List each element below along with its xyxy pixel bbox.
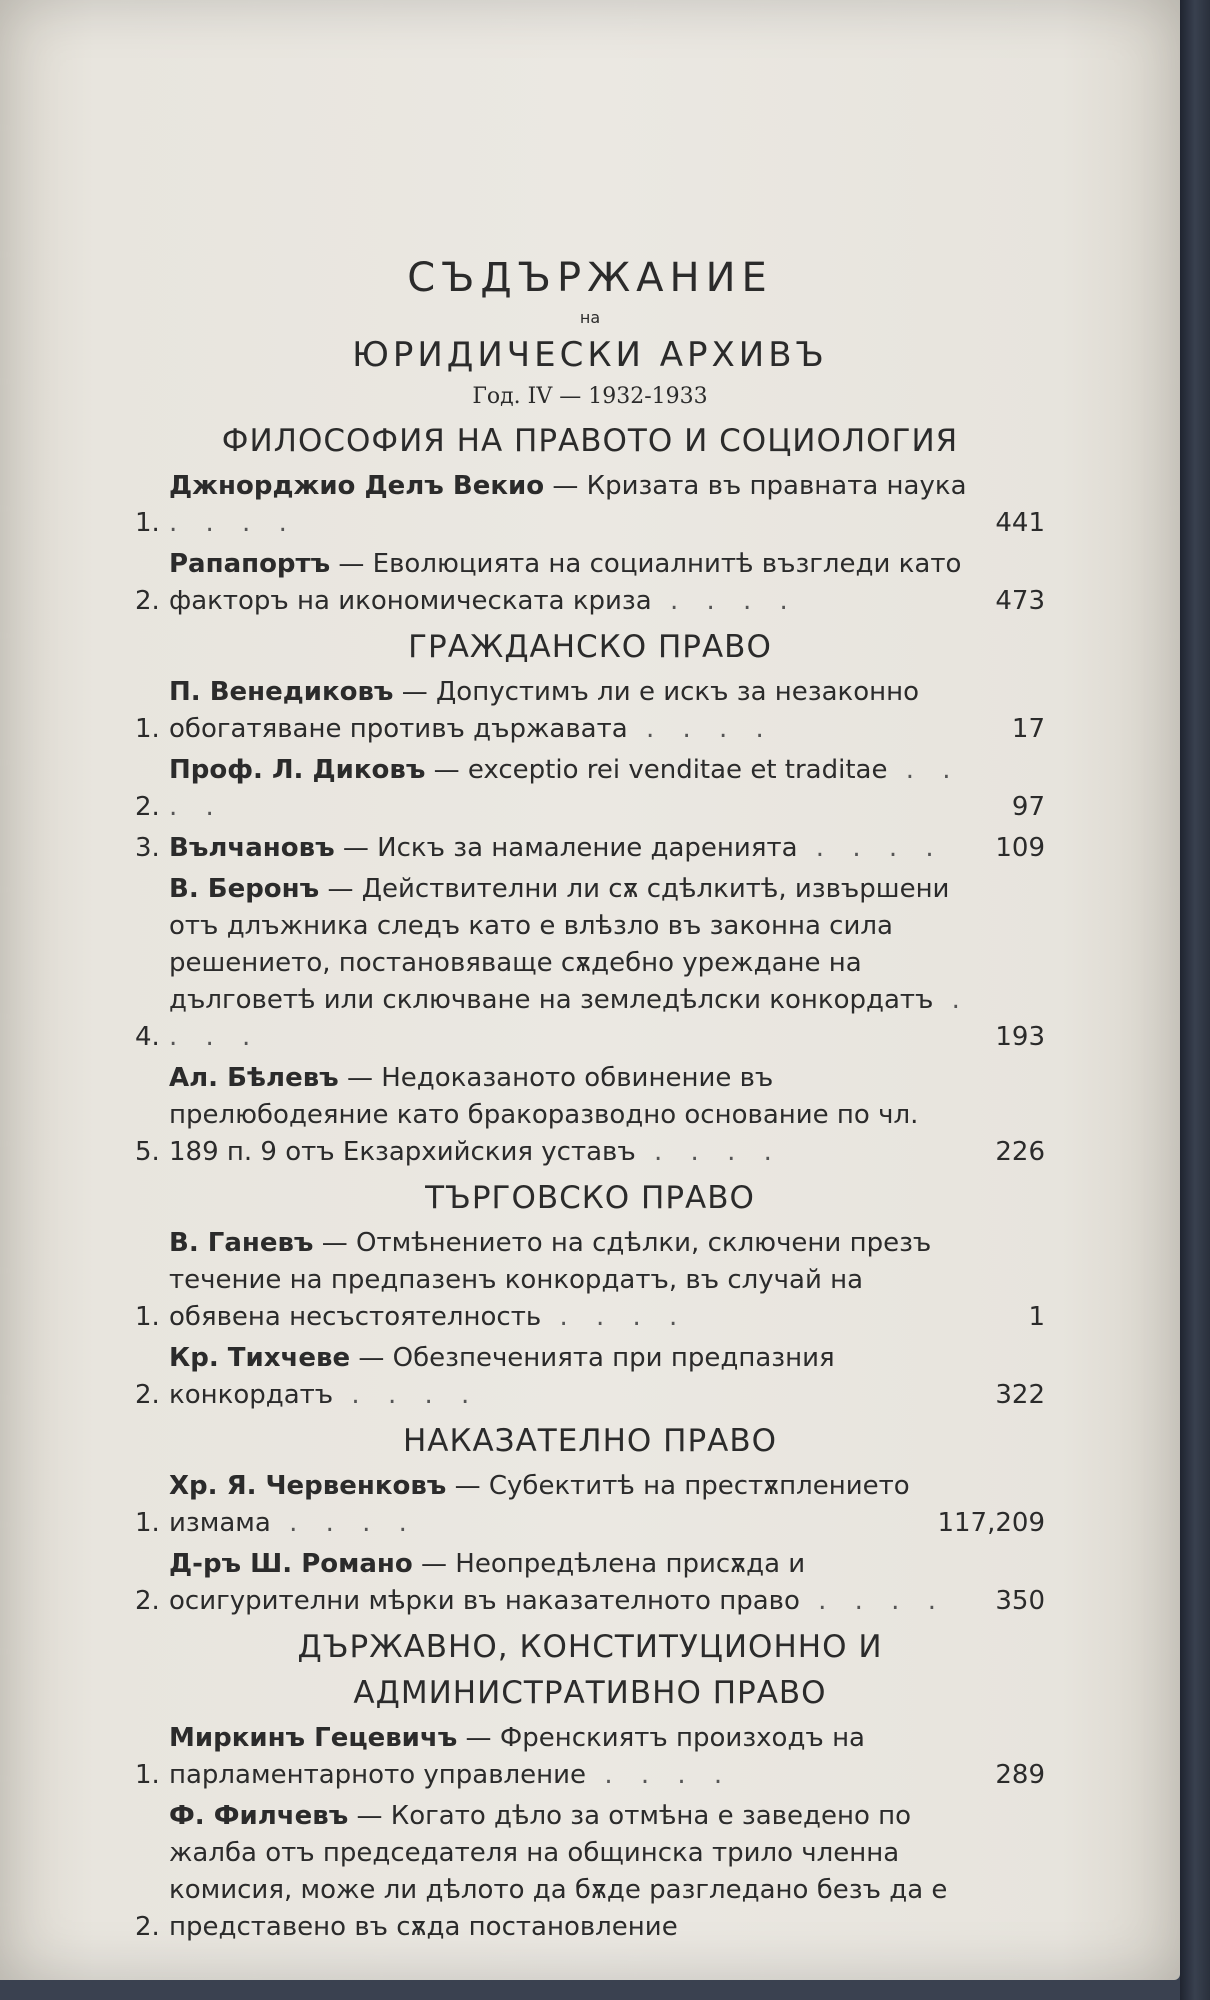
section-title: ФИЛОСОФИЯ НА ПРАВОТО И СОЦИОЛОГИЯ xyxy=(221,423,959,459)
entry-title: — Отмѣнението на сдѣлки, сключени презъ течение на предпазенъ конкордатъ, въ случай на обявена несъстоятелность xyxy=(169,1228,932,1332)
leader-dots: . . . . xyxy=(169,985,970,1052)
leader-dots: . . . . xyxy=(635,1137,782,1167)
entry-text xyxy=(169,1060,971,1171)
entry-text xyxy=(169,1798,971,1946)
entry-text xyxy=(169,871,971,1056)
leader-dots: . . . . xyxy=(270,1508,417,1538)
entry-author: Вълчановъ xyxy=(169,833,335,863)
entry-title: — Френскиятъ произходъ на парламентарното управление xyxy=(169,1723,865,1790)
leader-dots: . . . . xyxy=(799,1586,946,1616)
entry-text xyxy=(169,830,971,867)
leader-dots: . . . . xyxy=(169,755,961,822)
entry-text xyxy=(169,1720,971,1794)
entry-number: 5. xyxy=(135,1137,160,1167)
entry-number: 2. xyxy=(135,792,160,822)
entry-author: Джнорджио Делъ Векио xyxy=(169,471,545,501)
leader-dots: . . . . xyxy=(627,714,774,744)
leader-dots: . . . . xyxy=(541,1302,688,1332)
entry-author: Кр. Тихчеве xyxy=(169,1343,351,1373)
entry-page-number: 17 xyxy=(1011,714,1045,744)
toc-entry xyxy=(135,546,1045,620)
entry-title: — Неопредѣлена присѫда и осигурителни мѣрки въ наказателното право xyxy=(169,1549,806,1616)
entry-page-number: 441 xyxy=(995,508,1045,538)
toc-entry xyxy=(135,1546,1045,1620)
entry-author: Миркинъ Гецевичъ xyxy=(169,1723,458,1753)
entry-title: — Обезпеченията при предпазния конкордатъ xyxy=(169,1343,835,1410)
entry-title: — Субектитѣ на престѫплението измама xyxy=(169,1471,910,1538)
entry-title: — Кризата въ правната наука xyxy=(544,471,967,501)
entry-author: В. Беронъ xyxy=(169,874,320,904)
section-title: ТЪРГОВСКО ПРАВО xyxy=(425,1180,755,1216)
journal-year: Год. IV — 1932-1933 xyxy=(472,384,708,409)
entry-number: 2. xyxy=(135,1586,160,1616)
entry-title: — Допустимъ ли е искъ за незаконно обогатяване противъ държавата xyxy=(169,677,920,744)
table-of-contents xyxy=(135,250,1045,1946)
connector-word: на xyxy=(579,308,601,327)
toc-entry xyxy=(135,674,1045,748)
entry-page-number: 322 xyxy=(995,1380,1045,1410)
entry-author: Хр. Я. Червенковъ xyxy=(169,1471,447,1501)
leader-dots: . . . . xyxy=(586,1760,733,1790)
entry-page-number: 350 xyxy=(995,1586,1045,1616)
entry-text xyxy=(169,468,971,542)
toc-heading xyxy=(135,250,1045,414)
entry-number: 2. xyxy=(135,1380,160,1410)
entry-number: 1. xyxy=(135,1302,160,1332)
entry-text xyxy=(169,1225,971,1336)
entry-page-number: 473 xyxy=(995,586,1045,616)
entry-text xyxy=(169,752,971,826)
entry-number: 1. xyxy=(135,508,160,538)
entry-title: — Недоказаното обвинение въ прелюбодеяние като бракоразводно основание по чл. 189 п. 9 отъ Екзархийския уставъ xyxy=(169,1063,919,1167)
leader-dots: . . . . xyxy=(651,586,798,616)
entry-number: 3. xyxy=(135,833,160,863)
entry-text xyxy=(169,1468,937,1542)
page-title: СЪДЪРЖАНИЕ xyxy=(407,255,773,301)
toc-entry xyxy=(135,1468,1045,1542)
entry-page-number: 117,209 xyxy=(937,1508,1045,1538)
leader-dots: . . . . xyxy=(333,1380,480,1410)
journal-title: ЮРИДИЧЕСКИ АРХИВЪ xyxy=(352,335,828,375)
entry-author: Д-ръ Ш. Романо xyxy=(169,1549,413,1579)
entry-text xyxy=(169,546,971,620)
entry-text xyxy=(169,1340,971,1414)
toc-entry xyxy=(135,1340,1045,1414)
section-title: ДЪРЖАВНО, КОНСТИТУЦИОННО И АДМИНИСТРАТИВНО ПРАВО xyxy=(297,1629,883,1711)
entry-page-number: 109 xyxy=(995,833,1045,863)
entry-page-number: 1 xyxy=(1028,1302,1045,1332)
book-spine xyxy=(1180,0,1210,2000)
entry-number: 1. xyxy=(135,1508,160,1538)
leader-dots: . . . . xyxy=(797,833,944,863)
entry-title: — Действителни ли сѫ сдѣлкитѣ, извършени отъ длъжника следъ като е влѣзло въ законна сила решението, постановяваще сѫдебно уреждане на дълговетѣ или сключване на земледѣлски конкордатъ xyxy=(169,874,950,1015)
entry-author: Ф. Филчевъ xyxy=(169,1801,349,1831)
toc-sections xyxy=(135,418,1045,1946)
entry-number: 2. xyxy=(135,1912,160,1942)
entry-number: 1. xyxy=(135,714,160,744)
entry-page-number: 289 xyxy=(995,1760,1045,1790)
entry-number: 4. xyxy=(135,1022,160,1052)
entry-page-number: 193 xyxy=(995,1022,1045,1052)
entry-number: 1. xyxy=(135,1760,160,1790)
entry-page-number: 226 xyxy=(995,1137,1045,1167)
entry-title: — Искъ за намаление даренията xyxy=(334,833,798,863)
leader-dots: . . . . xyxy=(169,508,297,538)
entry-author: Ал. Бѣлевъ xyxy=(169,1063,339,1093)
entry-text xyxy=(169,1546,971,1620)
toc-entry xyxy=(135,871,1045,1056)
toc-entry xyxy=(135,1798,1045,1946)
toc-entry xyxy=(135,1060,1045,1171)
entry-title: — exceptio rei venditae et traditae xyxy=(425,755,888,785)
entry-title: — Когато дѣло за отмѣна е заведено по жалба отъ председателя на общинска трило членна комисия, може ли дѣлото да бѫде разгледано безъ да е представено въ сѫда постановление xyxy=(169,1801,948,1942)
section-title: ГРАЖДАНСКО ПРАВО xyxy=(408,629,772,665)
toc-entry xyxy=(135,830,1045,867)
toc-entry xyxy=(135,1720,1045,1794)
section-title: НАКАЗАТЕЛНО ПРАВО xyxy=(402,1423,778,1459)
toc-entry xyxy=(135,468,1045,542)
entry-title: — Еволюцията на социалнитѣ възгледи като факторъ на икономическата криза xyxy=(169,549,962,616)
entry-author: Рапапортъ xyxy=(169,549,331,579)
entry-number: 2. xyxy=(135,586,160,616)
toc-entry xyxy=(135,1225,1045,1336)
toc-entry xyxy=(135,752,1045,826)
entry-author: П. Венедиковъ xyxy=(169,677,394,707)
entry-text xyxy=(169,674,971,748)
entry-author: В. Ганевъ xyxy=(169,1228,314,1258)
entry-page-number: 97 xyxy=(1011,792,1045,822)
entry-author: Проф. Л. Диковъ xyxy=(169,755,426,785)
